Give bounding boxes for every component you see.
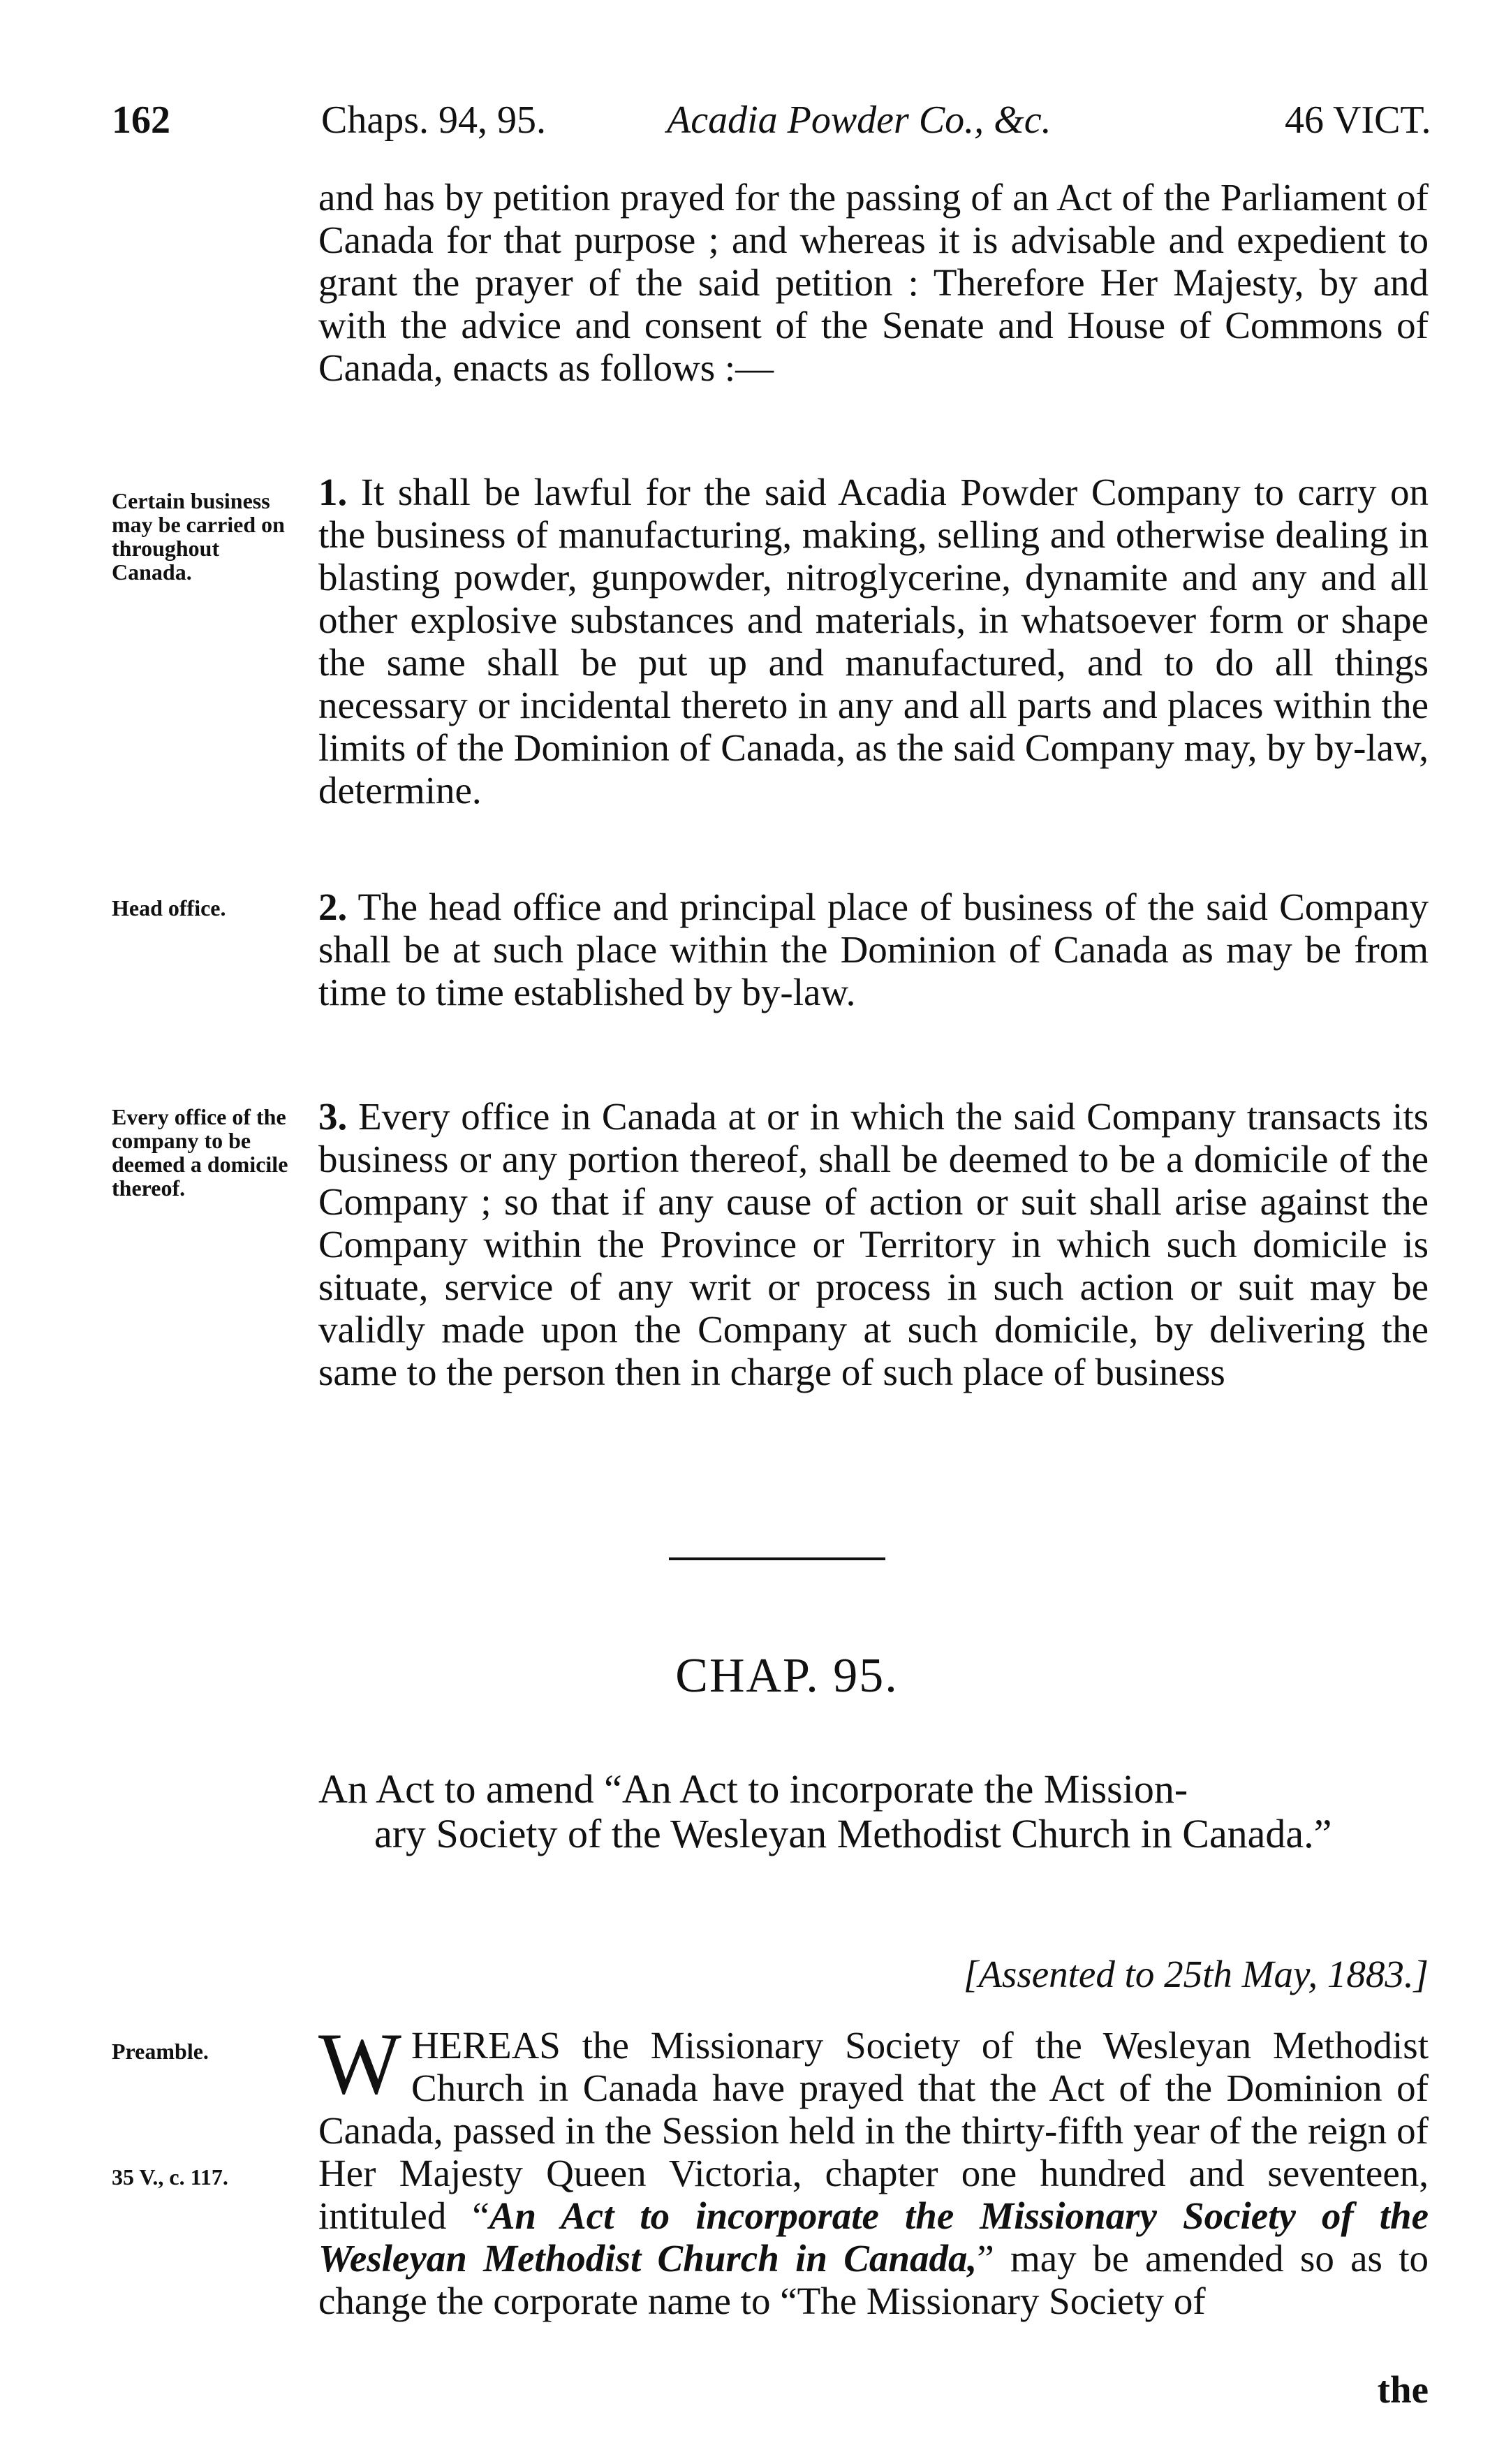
margin-note-section-1: Certain business may be carried on throughout Canada. [112, 488, 285, 585]
act-title-line-1: An Act to amend “An Act to incorporate the Mission- [318, 1766, 1188, 1812]
chapter-heading-text: CHAP. 95. [675, 1649, 899, 1703]
running-title: Acadia Powder Co., &c. [667, 98, 1052, 142]
act-long-title [318, 1767, 1429, 1856]
section-text: It shall be lawful for the said Acadia Powder Company to carry on the business of manufacturing, making, selling and otherwise dealing in blasting powder, gunpowder, nitroglycerine, dynamite and any and all other explosive substances and materials, in whatsoever form or shape the same shall be put up and manufactured, and to do all things necessary or incidental thereto in any and all parts and places within the limits of the Dominion of Canada, as the said Company may, by by-law, determine. [318, 471, 1429, 812]
chapter-heading [0, 1648, 1490, 1704]
margin-note-section-3: Every office of the company to be deemed a domicile thereof. [112, 1104, 288, 1201]
section-1 [318, 471, 1429, 812]
regnal-year: 46 VICT. [1285, 98, 1431, 142]
section-number: 1. [318, 471, 348, 513]
section-3 [318, 1095, 1429, 1393]
section-2 [318, 886, 1429, 1013]
preamble-text-part1: HEREAS the Missionary Society of the Wesleyan Methodist Church in Canada have prayed that the Act of the Dominion of Canada, passed in the Session held in the thirty-fifth year of the reign of Her Majesty Queen Victoria, chapter one hundred and seventeen, intituled “ [318, 2024, 1429, 2237]
act-title-rest: ary Society of the Wesleyan Methodist Church in Canada.” [374, 1811, 1332, 1856]
preamble-continuation: and has by petition prayed for the passing of an Act of the Parliament of Canada for that purpose ; and whereas it is advisable and expedient to grant the prayer of the said petition : Therefore Her Majesty, by and with the advice and consent of the Senate and House of Commons of Canada, enacts as follows :— [318, 176, 1429, 389]
chapter95-preamble [318, 2016, 1429, 2322]
preamble-text-part2: ” may be amended so as to change the corporate name to “The Missionary Society of [318, 2237, 1429, 2322]
section-text: Every office in Canada at or in which the said Company transacts its business or any portion thereof, shall be deemed to be a domicile of the Company ; so that if any cause of action or suit shall arise against the Company within the Province or Territory in which such domicile is situate, service of any writ or process in such action or suit may be validly made upon the Company at such domicile, by delivering the same to the person then in charge of such place of business [318, 1095, 1429, 1393]
margin-note-section-2: Head office. [112, 895, 226, 921]
running-header [0, 98, 1490, 154]
page-number: 162 [112, 98, 170, 142]
chapter-reference: Chaps. 94, 95. [321, 98, 546, 142]
section-number: 2. [318, 886, 348, 928]
drop-cap: W [318, 2016, 401, 2113]
section-number: 3. [318, 1095, 348, 1138]
margin-note-citation: 35 V., c. 117. [112, 2164, 228, 2190]
preamble-act-name: An Act to incorporate the Missionary Society of the Wesleyan Methodist Church in Canada, [318, 2194, 1429, 2280]
assent-date: [Assented to 25th May, 1883.] [963, 1953, 1429, 1995]
section-text: The head office and principal place of business of the said Company shall be at such place within the Dominion of Canada as may be from time to time established by by-law. [318, 886, 1429, 1013]
section-divider [669, 1557, 885, 1560]
catchword: the [1377, 2368, 1429, 2411]
margin-note-preamble: Preamble. [112, 2039, 209, 2064]
